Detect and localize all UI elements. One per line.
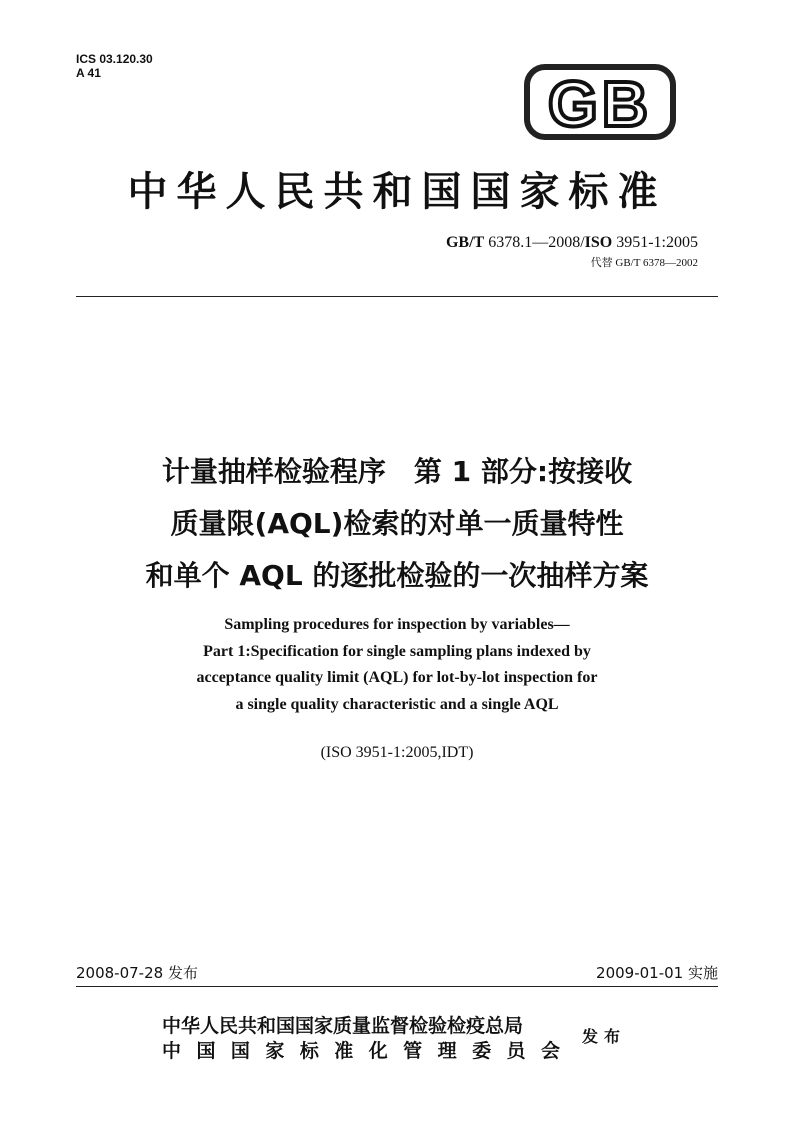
gb-logo-lettering xyxy=(548,68,652,140)
english-title-line-1: Sampling procedures for inspection by variables— xyxy=(224,616,570,633)
chinese-title-line-2: 质量限(AQL)检索的对单一质量特性 xyxy=(170,507,624,540)
issuer-aqsiq: 中华人民共和国国家质量监督检验检疫总局 xyxy=(162,1015,524,1037)
replaces-standard: 代替 GB/T 6378—2002 xyxy=(590,257,698,269)
svg-text:GB: GB xyxy=(548,68,652,140)
iso-number-rest: 3951-1:2005 xyxy=(612,234,698,251)
english-title xyxy=(60,612,734,718)
iso-equivalence: (ISO 3951-1:2005,IDT) xyxy=(320,744,474,761)
gb-logo xyxy=(522,62,678,142)
ccs-code: A 41 xyxy=(76,66,101,80)
standard-prefix: GB/T xyxy=(445,234,485,251)
english-title-line-4: a single quality characteristic and a single AQL xyxy=(235,695,559,713)
national-standard-title: 中华人民共和国国家标准 xyxy=(127,168,667,215)
bottom-divider xyxy=(76,986,718,987)
issuer-sac: 中国国家标准化管理委员会 xyxy=(162,1040,560,1062)
english-title-line-3: acceptance quality limit (AQL) for lot-by-lot inspection for xyxy=(196,669,598,686)
chinese-title-line-3: 和单个 AQL 的逐批检验的一次抽样方案 xyxy=(145,559,649,592)
chinese-title xyxy=(40,446,754,602)
standard-number-rest: 6378.1—2008/ xyxy=(484,234,585,251)
publish-label: 发布 xyxy=(582,1027,627,1046)
standard-number xyxy=(446,234,698,252)
classification-codes xyxy=(76,52,153,80)
issue-date: 2008-07-28 发布 xyxy=(76,964,198,982)
chinese-title-line-1: 计量抽样检验程序 第 1 部分:按接收 xyxy=(161,455,633,488)
implementation-date: 2009-01-01 实施 xyxy=(596,964,718,982)
iso-prefix: ISO xyxy=(584,234,613,251)
top-divider xyxy=(76,296,718,297)
english-title-line-2: Part 1:Specification for single sampling plans indexed by xyxy=(203,642,591,660)
ics-code: ICS 03.120.30 xyxy=(76,52,153,66)
